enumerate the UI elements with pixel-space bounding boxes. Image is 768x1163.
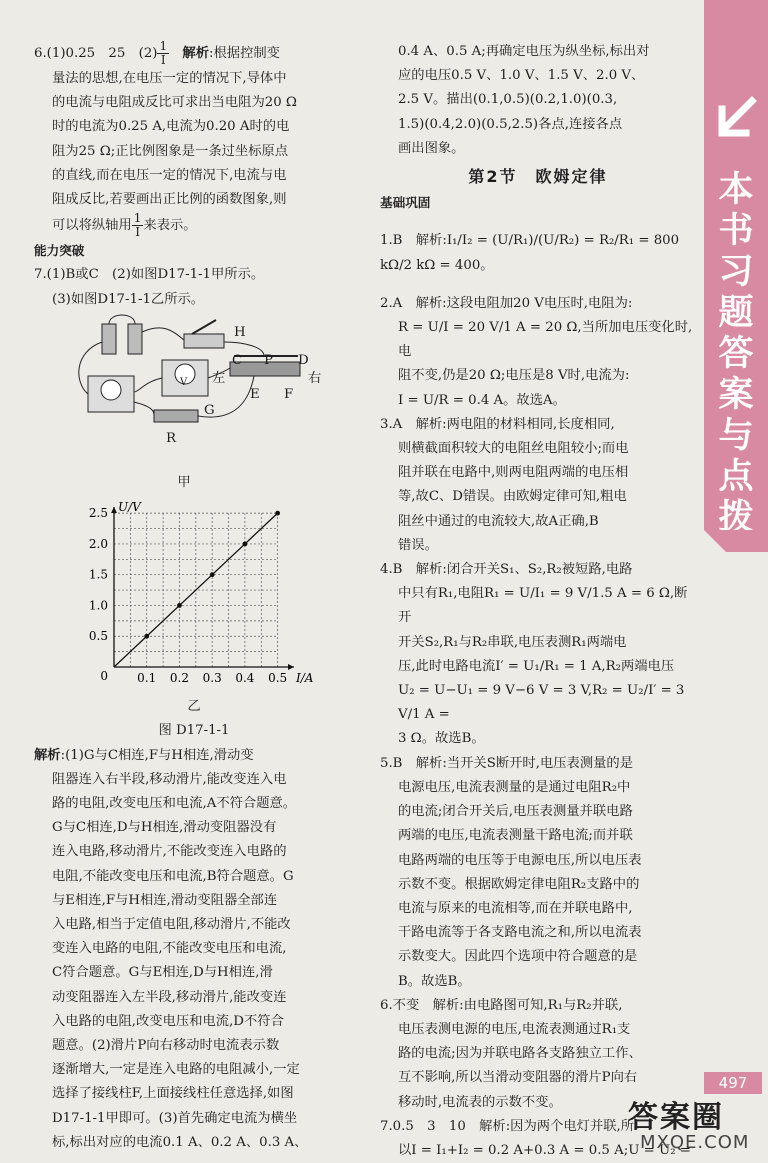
circuit-figure: H C P D 左 右 E F G R V 甲	[34, 312, 334, 495]
q7-continued: 0.4 A、0.5 A;再确定电压为纵坐标,标出对 应的电压0.5 V、1.0 V、1.5 V、2.0 V、 2.5 V。描出(0.1,0.5)(0.2,1.0)(0.3, 1.5)(0.4,2.0)(0.5,2.5)各点,连接各点 画出图象。	[398, 44, 650, 156]
x-axis-label: I/A	[296, 671, 314, 686]
page-number: 497	[704, 1072, 762, 1094]
answer-1: 1.B 解析:I₁/I₂ = (U/R₁)/(U/R₂) = R₂/R₁ = 800 kΩ/2 kΩ = 400。	[380, 233, 680, 273]
data-point	[210, 573, 215, 578]
x-axis-arrow	[288, 664, 294, 670]
answer-7: 7.0.5 3 10 解析:因为两个电灯并联,所 以I = I₁+I₂ = 0.2 A+0.3 A = 0.5 A;U = U₂ =	[380, 1118, 691, 1158]
y-tick-label: 1.5	[88, 567, 108, 582]
y-axis-label: U/V	[118, 500, 141, 515]
subsection-basic: 基础巩固	[380, 195, 431, 211]
x-tick-label: 0.5	[268, 671, 288, 686]
figure-label-yi: 乙	[187, 699, 201, 715]
fraction-1-over-I-2: $\frac{1}{I}$	[133, 211, 142, 240]
watermark-logo: 答案圈	[628, 1100, 724, 1135]
q6-body: 量法的思想,在电压一定的情况下,导体中 的电流与电阻成反比可求出当电阻为20 Ω 时的电流为0.25 A,电流为0.20 A时的电 阻为25 Ω;正比例图象是一条过坐标原点 的直线,而在电压一定的情况下,电流与电 阻成反比,若要画出正比例的函数图象,则 可以将纵轴用 $\frac{1}{I}$ 来表示。	[52, 71, 297, 240]
answer-3: 3.A 解析:两电阻的材料相同,长度相同, 则横截面积较大的电阻丝电阻较小;而电 阻并联在电路中,则两电阻两端的电压相 等,故C、D错误。由欧姆定律可知,粗电 阻丝中通过的电流较大,故A正确,B 错误。	[380, 416, 629, 553]
x-tick-label: 0.2	[169, 671, 190, 686]
x-tick-label: 0.1	[137, 671, 157, 686]
chapter-sidebar	[704, 0, 768, 538]
fraction-1-over-I: $\frac{1}{I}$	[159, 39, 168, 67]
u-i-chart-svg	[34, 495, 334, 695]
y-tick-label: 2.0	[88, 537, 108, 552]
u-i-chart	[34, 495, 334, 695]
answer-2: 2.A 解析:这段电阻加20 V电压时,电阻为: R = U/I = 20 V/1 A = 20 Ω,当所加电压变化时,电 阻不变,仍是20 Ω;电压是8 V时,电流为: I = U/R = 0.4 A。故选A。	[380, 295, 693, 408]
section-title: 第2节 欧姆定律	[468, 167, 608, 187]
answer-6: 6.不变 解析:由电路图可知,R₁与R₂并联, 电压表测电源的电压,电流表测通过R₁支 路的电流;因为并联电路各支路独立工作、 互不影响,所以当滑动变阻器的滑片P向右 移动时,电流表的示数不变。	[380, 997, 642, 1110]
section-heading-ability: 能力突破	[34, 243, 85, 259]
origin-label: 0	[100, 669, 108, 684]
answer-4: 4.B 解析:闭合开关S₁、S₂,R₂被短路,电路 中只有R₁,电阻R₁ = U/I₁ = 9 V/1.5 A = 6 Ω,断开 开关S₂,R₁与R₂串联,电压表测R₁两端电 压,此时电路电流I′ = U₁/R₁ = 1 A,R₂两端电压 U₂ = U−U₁ = 9 V−6 V = 3 V,R₂ = U₂/I′ = 3 V/1 A = 3 Ω。故选B。	[380, 562, 688, 747]
x-tick-label: 0.4	[235, 671, 255, 686]
q6-first-line: 6.(1)0.25 25 (2) $\frac{1}{I}$ 解析:根据控制变	[34, 39, 280, 67]
figure-label-jia: 甲	[177, 475, 191, 491]
y-tick-label: 1.0	[88, 598, 108, 613]
data-point	[275, 511, 280, 516]
analysis-block: 解析:(1)G与C相连,F与H相连,滑动变 阻器连入右半段,移动滑片,能改变连入电 路的电阻,改变电压和电流,A不符合题意。 G与C相连,D与H相连,滑动变阻器没有 连入电路,移动滑片,不能改变连入电路的 电阻,不能改变电压和电流,B符合题意。G 与E相连,F与H相连,滑动变阻器全部连 入电路,相当于定值电阻,移动滑片,不能改 变连入电路的电阻,不能改变电压和电流, C符合题意。G与E相连,D与H相连,滑 动变阻器连入左半段,移动滑片,能改变连 入电路的电阻,改变电压和电流,D不符合 题意。(2)滑片P向右移动时电流表示数 逐渐增大,一定是连入电路的电阻减小,一定 选择了接线柱F,上面接线柱任意选择,如图 D17-1-1甲即可。(3)首先确定电流为横坐 标,标出对应的电流0.1 A、0.2 A、0.3 A、	[34, 747, 308, 1150]
figure-caption: 图 D17-1-1	[158, 723, 230, 739]
watermark-url: MXQE.COM	[640, 1132, 750, 1153]
data-point	[177, 603, 182, 608]
y-tick-label: 0.5	[88, 629, 108, 644]
data-point	[243, 542, 248, 547]
right-column	[380, 40, 696, 1163]
left-column	[34, 40, 354, 1155]
sidebar-title: 本 书 习 题 答 案 与 点 拨	[718, 170, 754, 538]
y-axis-arrow	[111, 507, 117, 513]
answer-5: 5.B 解析:当开关S断开时,电压表测量的是 电源电压,电流表测量的是通过电阻R₂中 的电流;闭合开关后,电压表测量并联电路 两端的电压,电流表测量干路电流;而并联 电路两端的电压等于电源电压,所以电压表 示数不变。根据欧姆定律电阻R₂支路中的 电流与原来的电流相等,而在并联电路中, 干路电流等于各支路电流之和,所以电流表 示数变大。因此四个选项中符合题意的是 B。故选B。	[380, 755, 642, 989]
data-point	[144, 634, 149, 639]
q7-line1: 7.(1)B或C (2)如图D17-1-1甲所示。	[34, 267, 265, 283]
q7-line2: (3)如图D17-1-1乙所示。	[52, 291, 205, 307]
x-tick-label: 0.3	[202, 671, 222, 686]
y-tick-label: 2.5	[88, 506, 108, 521]
arrow-down-left-icon	[712, 95, 760, 143]
